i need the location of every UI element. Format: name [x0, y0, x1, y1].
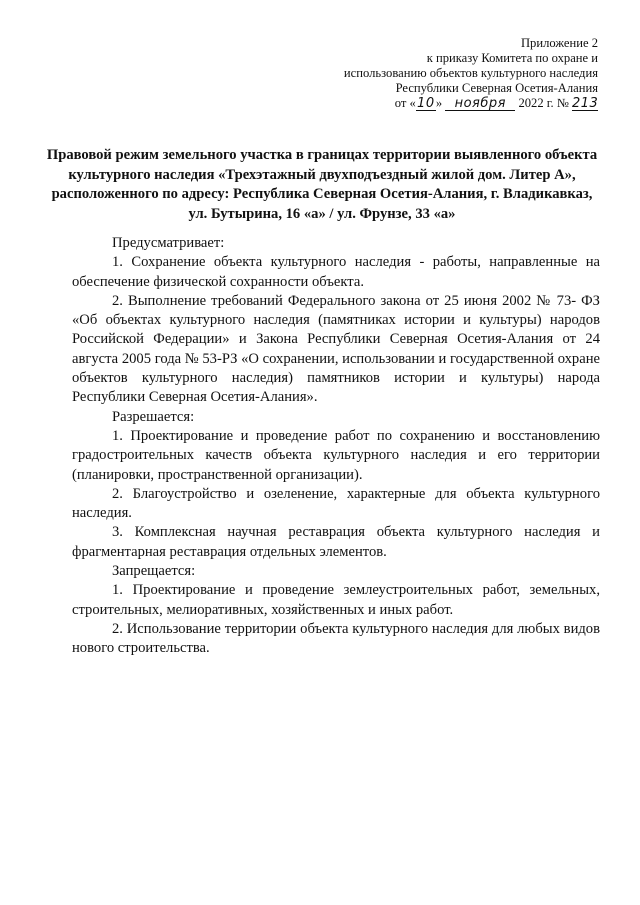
date-prefix: от «: [394, 96, 416, 110]
document-body: [72, 234, 600, 659]
annex-order-line: к приказу Комитета по охране и: [426, 51, 598, 65]
annex-date-line: [298, 96, 598, 111]
handwritten-day: 10: [417, 96, 435, 111]
forbidden-item-1: 1. Проектирование и проведение землеустроительных работ, земельных, строительных, мелиоративных, хозяйственных и иных работ.: [72, 582, 600, 618]
annex-title: Приложение 2: [520, 36, 598, 50]
annex-republic-line: Республики Северная Осетия-Алания: [395, 81, 598, 95]
date-quote-close: »: [435, 96, 443, 110]
date-year-number-label: 2022 г. №: [518, 96, 569, 110]
provides-item-2: 2. Выполнение требований Федерального закона от 25 июня 2002 № 73- ФЗ «Об объектах культурного наследия (памятниках истории и культуры) народов Российской Федерации» и Закона Республики Северная Осетия-Алания от 24 августа 2005 года № 53-РЗ «О сохранении, использовании и государственной охране объектов культурного наследия) памятников истории и культуры) народа Республики Северная Осетия-Алания».: [72, 292, 600, 406]
annex-header: [298, 36, 598, 111]
annex-committee-line: использованию объектов культурного наследия: [343, 66, 598, 80]
allowed-item-3: 3. Комплексная научная реставрация объекта культурного наследия и фрагментарная реставрация отдельных элементов.: [72, 524, 600, 560]
handwritten-month: ноября: [445, 97, 515, 111]
provides-item-1: 1. Сохранение объекта культурного наследия - работы, направленные на обеспечение физической сохранности объекта.: [72, 254, 600, 290]
handwritten-order-number: 213: [572, 96, 599, 111]
forbidden-item-2: 2. Использование территории объекта культурного наследия для любых видов нового строительства.: [72, 620, 600, 657]
allowed-item-2: 2. Благоустройство и озеленение, характерные для объекта культурного наследия.: [72, 485, 600, 522]
document-title: Правовой режим земельного участка в границах территории выявленного объекта культурного наследия «Трехэтажный двухподъездный жилой дом. Литер А», расположенного по адресу: Республика Северная Осетия-Алания, г. Владикавказ, ул. Бутырина, 16 «а» / ул. Фрунзе, 33 «а»: [46, 147, 598, 222]
forbidden-heading: Запрещается:: [112, 563, 196, 580]
provides-heading: Предусматривает:: [112, 235, 225, 251]
allowed-heading: Разрешается:: [112, 408, 195, 425]
allowed-item-1: 1. Проектирование и проведение работ по сохранению и восстановлению градостроительных качеств объекта культурного наследия и его территории (планировки, пространственной организации).: [72, 427, 600, 483]
